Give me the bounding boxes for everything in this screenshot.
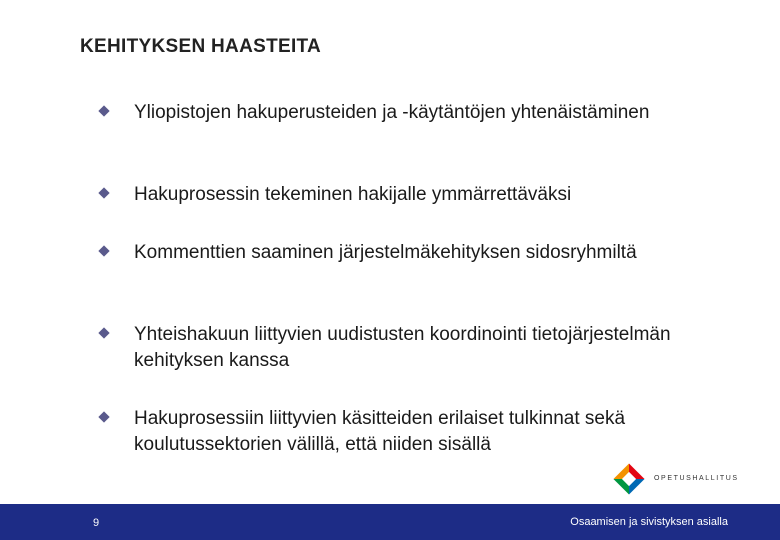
slide-title: KEHITYKSEN HAASTEITA	[80, 36, 322, 57]
bullet-text: Hakuprosessiin liittyvien käsitteiden erilaiset tulkinnat sekä koulutussektorien välillä, että niiden sisällä	[134, 408, 626, 455]
diamond-bullet-icon	[98, 411, 109, 422]
diamond-bullet-icon	[98, 245, 109, 256]
logo-text: OPETUSHALLITUS	[654, 475, 739, 482]
diamond-bullet-icon	[98, 327, 109, 338]
bullet-text: Hakuprosessin tekeminen hakijalle ymmärrettäväksi	[134, 184, 572, 205]
footer-bar	[0, 504, 780, 540]
opetushallitus-logo	[612, 462, 762, 498]
bullet-text: Kommenttien saaminen järjestelmäkehityksen sidosryhmiltä	[134, 242, 637, 263]
bullet-text: Yliopistojen hakuperusteiden ja -käytäntöjen yhtenäistäminen	[134, 102, 650, 123]
page-number: 9	[93, 517, 100, 529]
diamond-bullet-icon	[98, 187, 109, 198]
footer-tagline: Osaamisen ja sivistyksen asialla	[570, 516, 728, 528]
bullet-text: Yhteishakuun liittyvien uudistusten koordinointi tietojärjestelmän kehityksen kanssa	[134, 324, 671, 371]
diamond-bullet-icon	[98, 105, 109, 116]
logo-mark-icon	[612, 462, 646, 496]
